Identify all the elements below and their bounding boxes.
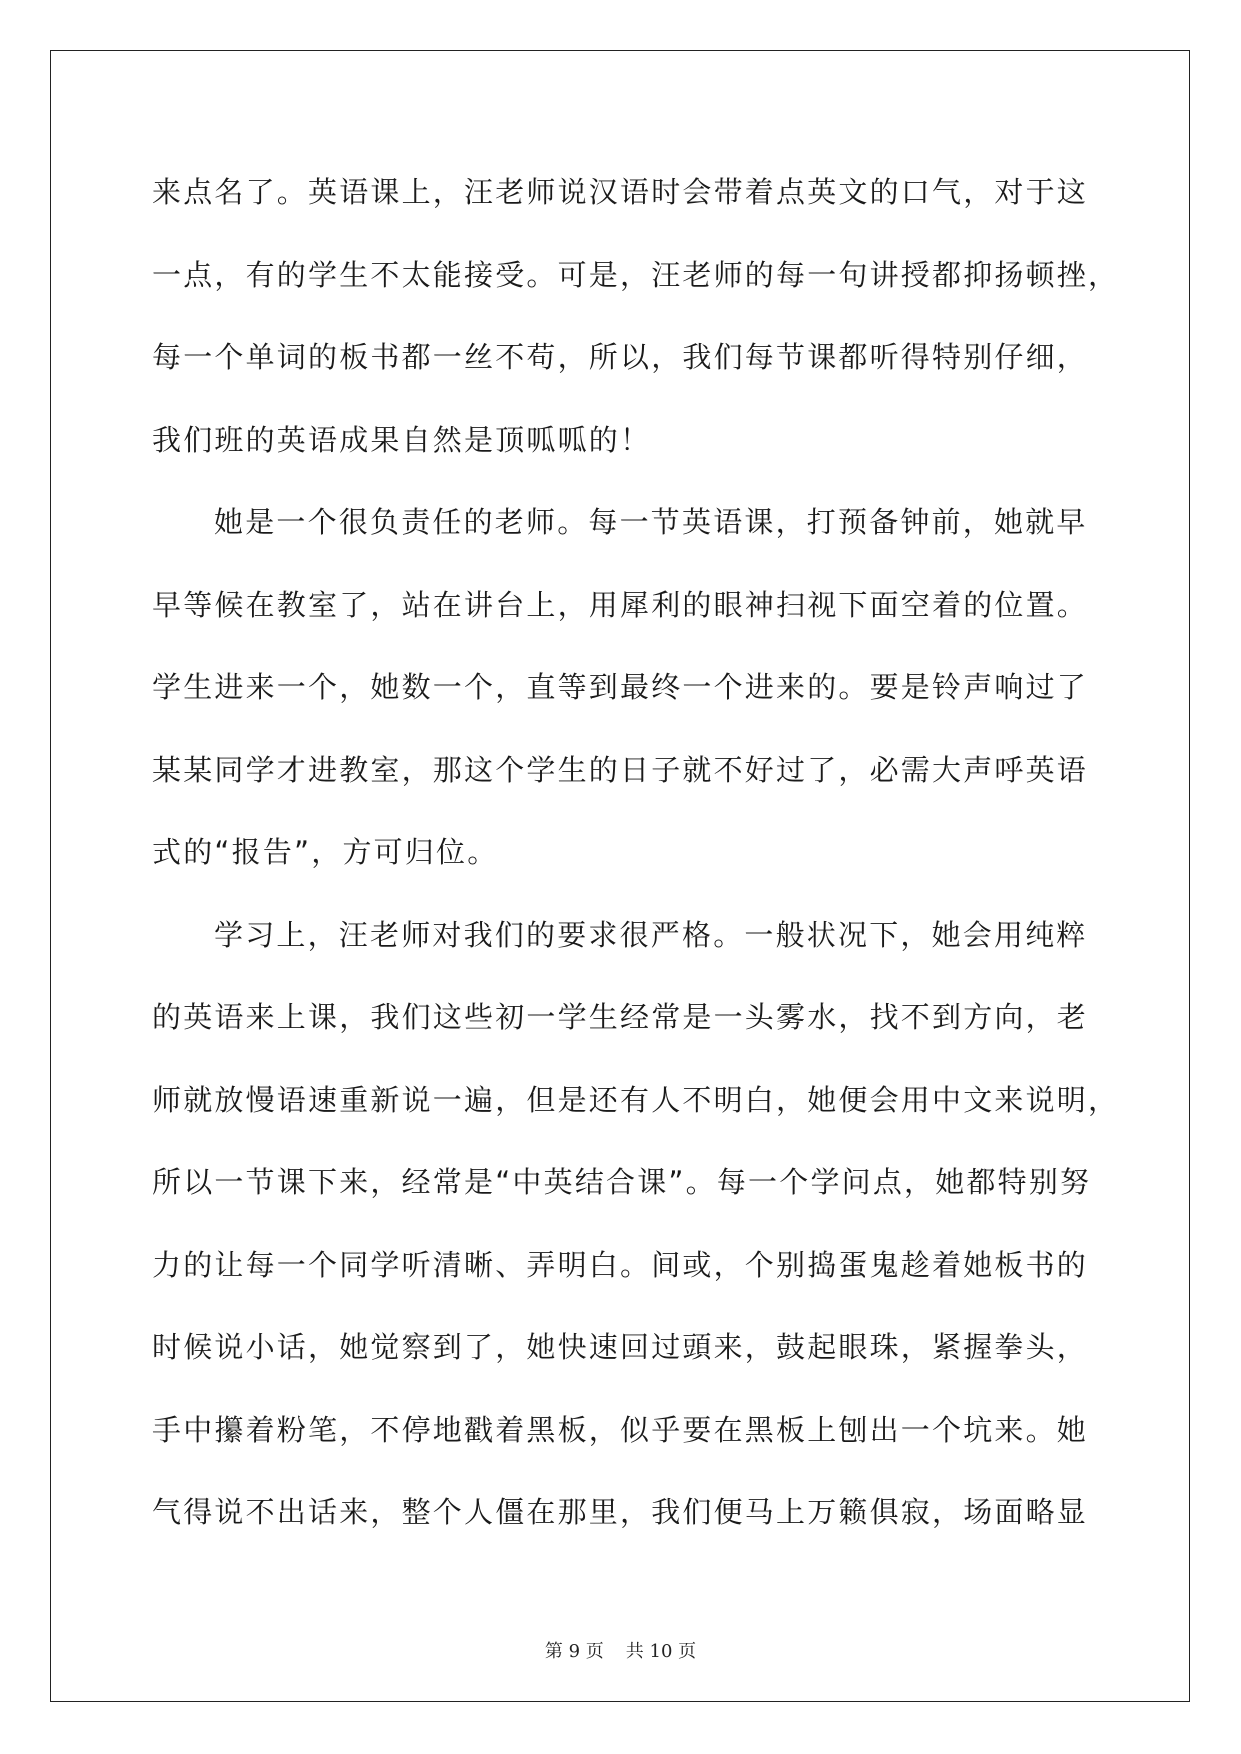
text-line: 学生进来一个，她数一个，直等到最终一个进来的。要是铃声响过了 (152, 670, 1089, 704)
document-body (152, 163, 1120, 1566)
text-line: 时候说小话，她觉察到了，她快速回过頭来，鼓起眼珠，紧握拳头， (152, 1330, 1089, 1364)
page-footer (0, 1637, 1241, 1663)
text-line: 我们班的英语成果自然是顶呱呱的！ (152, 422, 652, 457)
current-page-label: 第 9 页 (544, 1641, 604, 1662)
text-line: 早等候在教室了，站在讲台上，用犀利的眼神扫视下面空着的位置。 (152, 587, 1089, 622)
text-line: 每一个单词的板书都一丝不苟，所以，我们每节课都听得特别仔细， (152, 340, 1089, 374)
text-line: 师就放慢语速重新说一遍，但是还有人不明白，她便会用中文来说明， (152, 1082, 1120, 1117)
text-line: 的英语来上课，我们这些初一学生经常是一头雾水，找不到方向，老 (152, 1000, 1089, 1034)
text-line: 学习上，汪老师对我们的要求很严格。一般状况下，她会用纯粹 (214, 917, 1088, 952)
text-line: 一点，有的学生不太能接受。可是，汪老师的每一句讲授都抑扬顿挫， (152, 257, 1120, 292)
text-line: 所以一节课下来，经常是“中英结合课”。每一个学问点，她都特别努 (152, 1165, 1092, 1199)
text-line: 式的“报告”，方可归位。 (152, 835, 499, 869)
text-line: 某某同学才进教室，那这个学生的日子就不好过了，必需大声呼英语 (152, 752, 1089, 787)
total-pages-label: 共 10 页 (625, 1641, 697, 1662)
text-line: 力的让每一个同学听清晰、弄明白。间或，个别捣蛋鬼趁着她板书的 (152, 1247, 1089, 1282)
text-line: 气得说不出话来，整个人僵在那里，我们便马上万籁俱寂，场面略显 (152, 1495, 1089, 1529)
text-line: 手中攥着粉笔，不停地戳着黑板，似乎要在黑板上刨出一个坑来。她 (152, 1412, 1089, 1447)
text-line: 她是一个很负责任的老师。每一节英语课，打预备钟前，她就早 (214, 505, 1088, 539)
text-line: 来点名了。英语课上，汪老师说汉语时会带着点英文的口气，对于这 (152, 175, 1089, 209)
